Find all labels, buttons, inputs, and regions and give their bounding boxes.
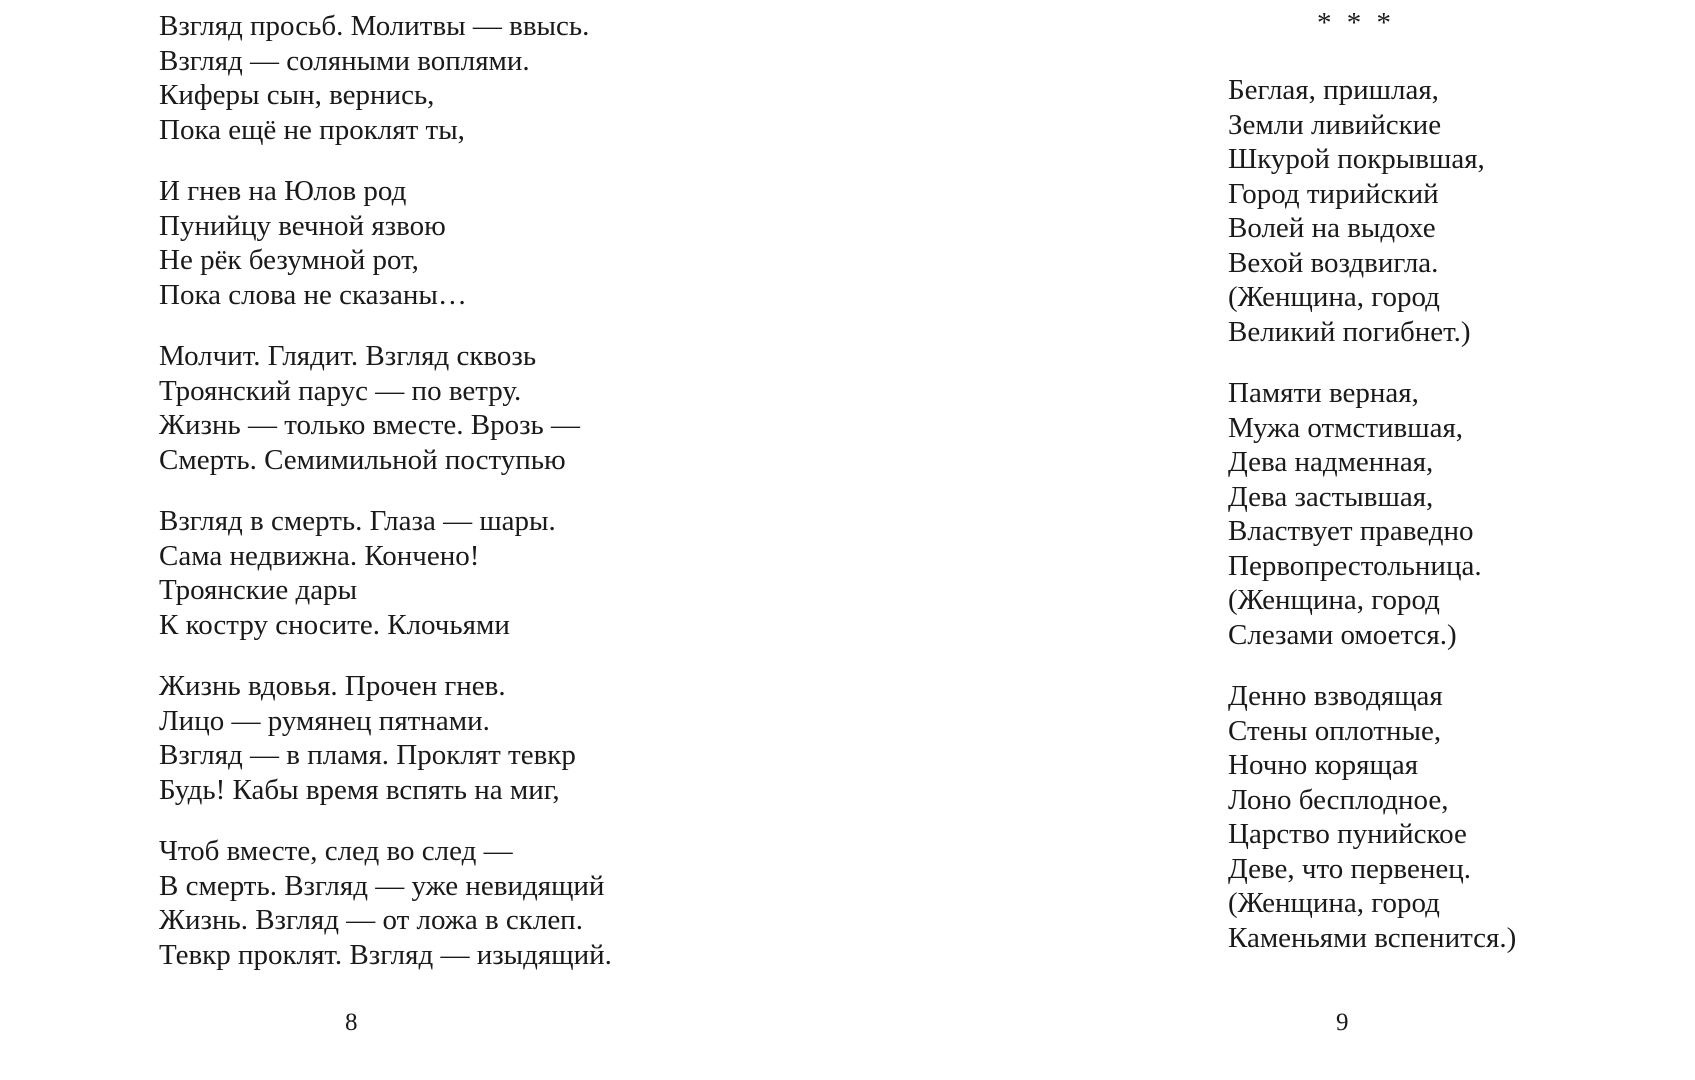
poem-line: Великий погибнет.)	[1228, 315, 1471, 348]
stanza	[1228, 679, 1516, 955]
poem-line: Ночно корящая	[1228, 749, 1419, 781]
poem-line: Сама недвижна. Кончено!	[159, 539, 480, 572]
poem-line: (Женщина, город	[1228, 584, 1440, 616]
poem-line: Жизнь вдовья. Прочен гнев.	[159, 670, 506, 702]
page-number: 8	[345, 1009, 358, 1036]
stanza	[159, 834, 612, 972]
poem-line: В смерть. Взгляд — уже невидящий	[159, 869, 605, 902]
poem-line: Город тирийский	[1228, 177, 1439, 210]
poem-line: Царство пунийское	[1228, 818, 1467, 850]
poem-line: Пока слова не сказаны…	[159, 278, 467, 311]
poem-line: Лицо — румянец пятнами.	[159, 704, 490, 737]
right-poem	[1228, 73, 1516, 955]
page-number: 9	[1336, 1009, 1349, 1036]
poem-line: Вехой воздвигла.	[1228, 246, 1439, 279]
poem-line: Взгляд просьб. Молитвы — ввысь.	[159, 10, 590, 42]
poem-line: Волей на выдохе	[1228, 212, 1436, 244]
poem-line: Лоно бесплодное,	[1228, 783, 1449, 816]
stanza	[159, 174, 612, 312]
stanza	[159, 504, 612, 642]
poem-line: Жизнь — только вместе. Врозь —	[159, 409, 581, 441]
section-ornament: * * *	[1317, 7, 1395, 39]
poem-line: Троянские дары	[159, 574, 358, 606]
poem-line: Будь! Кабы время вспять на миг,	[159, 773, 560, 806]
poem-line: Земли ливийские	[1228, 108, 1442, 141]
poem-line: Взгляд — соляными воплями.	[159, 44, 530, 77]
right-page	[848, 0, 1695, 1080]
poem-line: Дева застывшая,	[1228, 480, 1434, 513]
poem-line: Стены оплотные,	[1228, 714, 1442, 747]
poem-line: Мужа отмстившая,	[1228, 411, 1464, 444]
poem-line: Смерть. Семимильной поступью	[159, 443, 566, 476]
poem-line: Беглая, пришлая,	[1228, 74, 1439, 106]
poem-line: Молчит. Глядит. Взгляд сквозь	[159, 340, 537, 372]
poem-line: Деве, что первенец.	[1228, 852, 1471, 885]
poem-line: Не рёк безумной рот,	[159, 244, 419, 276]
poem-line: (Женщина, город	[1228, 281, 1440, 313]
stanza	[159, 669, 612, 807]
poem-line: Киферы сын, вернись,	[159, 79, 435, 111]
poem-line: (Женщина, город	[1228, 887, 1440, 919]
poem-line: Жизнь. Взгляд — от ложа в склеп.	[159, 904, 583, 936]
stanza	[159, 9, 612, 147]
stanza	[1228, 376, 1516, 652]
poem-line: Шкурой покрывшая,	[1228, 143, 1485, 175]
poem-line: Взгляд — в пламя. Проклят тевкр	[159, 739, 576, 771]
poem-line: Пунийцу вечной язвою	[159, 209, 446, 242]
poem-line: Дева надменная,	[1228, 446, 1434, 478]
poem-line: Каменьями вспенится.)	[1228, 921, 1517, 954]
poem-line: Взгляд в смерть. Глаза — шары.	[159, 505, 556, 537]
poem-line: Властвует праведно	[1228, 515, 1474, 547]
stanza	[159, 339, 612, 477]
poem-line: И гнев на Юлов род	[159, 175, 407, 207]
poem-line: Памяти верная,	[1228, 377, 1419, 409]
poem-line: Тевкр проклят. Взгляд — изыдящий.	[159, 938, 612, 971]
stanza	[1228, 73, 1516, 349]
poem-line: Денно взводящая	[1228, 680, 1443, 712]
poem-line: Слезами омоется.)	[1228, 618, 1457, 651]
poem-line: Чтоб вместе, след во след —	[159, 835, 513, 867]
left-poem	[159, 9, 612, 972]
poem-line: Троянский парус — по ветру.	[159, 374, 522, 407]
poem-line: К костру сносите. Клочьями	[159, 608, 510, 641]
poem-line: Первопрестольница.	[1228, 549, 1482, 582]
poem-line: Пока ещё не проклят ты,	[159, 113, 465, 146]
